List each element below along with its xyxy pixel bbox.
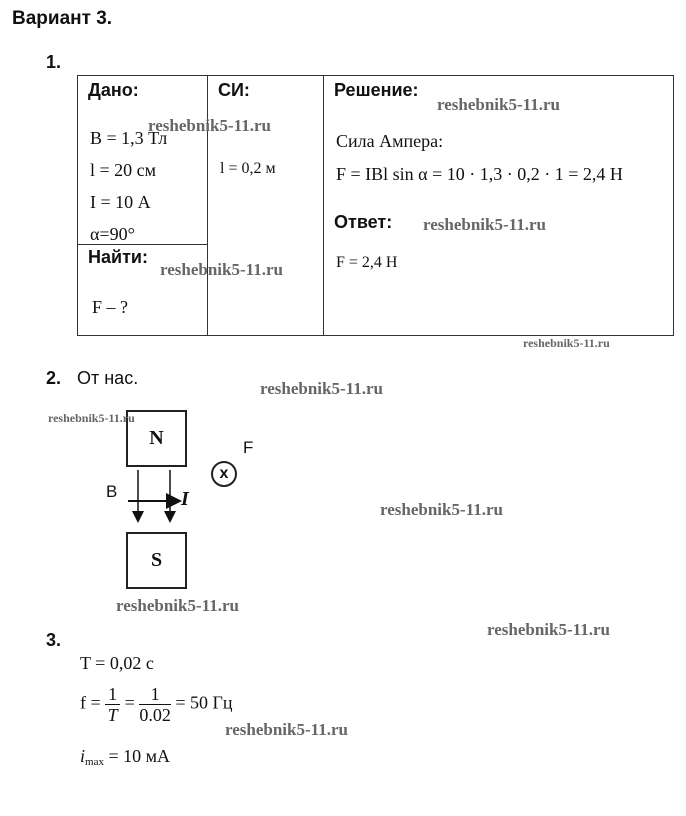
watermark: reshebnik5-11.ru <box>423 215 546 234</box>
fraction-1-denominator: T <box>107 705 118 725</box>
period-line: T = 0,02 с <box>80 653 154 673</box>
north-pole: N <box>126 410 187 467</box>
field-diagram <box>100 470 220 530</box>
find-header: Найти: <box>88 247 148 267</box>
b-label: B <box>106 482 118 501</box>
f-result: = 50 Гц <box>175 692 233 713</box>
task2-answer: От нас. <box>77 368 139 388</box>
watermark: reshebnik5-11.ru <box>380 500 503 519</box>
solution-header: Решение: <box>334 80 419 100</box>
si-cell <box>208 76 324 336</box>
solution-text: Сила Ампера: <box>336 131 444 151</box>
imax-line <box>80 746 170 768</box>
watermark: reshebnik5-11.ru <box>225 720 348 739</box>
fraction-2-numerator: 1 <box>139 684 171 705</box>
watermark: reshebnik5-11.ru <box>48 411 135 425</box>
f-label: F <box>243 438 254 457</box>
f-lhs: f = <box>80 692 101 713</box>
answer-value: F = 2,4 Н <box>336 254 398 271</box>
given-cell <box>78 76 208 245</box>
given-line-l: l = 20 см <box>90 160 157 180</box>
watermark: reshebnik5-11.ru <box>260 379 383 398</box>
watermark: reshebnik5-11.ru <box>160 260 283 279</box>
watermark: reshebnik5-11.ru <box>523 336 610 350</box>
answer-header: Ответ: <box>334 212 393 232</box>
watermark: reshebnik5-11.ru <box>116 596 239 615</box>
find-line: F – ? <box>92 297 128 317</box>
task1-number: 1. <box>46 52 62 72</box>
fraction-1 <box>105 684 120 725</box>
fraction-2 <box>139 684 171 725</box>
task3-number: 3. <box>46 630 62 650</box>
force-into-page-icon: x <box>211 461 237 487</box>
watermark: reshebnik5-11.ru <box>487 620 610 639</box>
given-line-i: I = 10 А <box>90 192 151 212</box>
fraction-2-denominator: 0.02 <box>139 705 171 725</box>
si-header: СИ: <box>218 80 250 100</box>
frequency-formula <box>80 684 233 725</box>
given-line-b: B = 1,3 Тл <box>90 128 168 148</box>
south-pole: S <box>126 532 187 589</box>
task1-table <box>77 75 674 336</box>
f-eq: = <box>124 692 135 713</box>
given-header: Дано: <box>88 80 139 100</box>
fraction-1-numerator: 1 <box>105 684 120 705</box>
given-line-alpha: α=90° <box>90 224 135 244</box>
imax-val: = 10 мА <box>108 746 171 766</box>
watermark: reshebnik5-11.ru <box>437 95 560 114</box>
task2-number: 2. <box>46 368 62 388</box>
watermark: reshebnik5-11.ru <box>148 116 271 135</box>
i-label: I <box>181 488 189 510</box>
imax-sub: max <box>85 756 104 768</box>
find-cell <box>78 245 208 336</box>
si-line: l = 0,2 м <box>220 160 276 177</box>
page-title: Вариант 3. <box>12 8 113 29</box>
imax-var: i <box>80 746 86 766</box>
solution-formula: F = IBl sin α = 10 · 1,3 · 0,2 · 1 = 2,4 Н <box>336 164 623 184</box>
